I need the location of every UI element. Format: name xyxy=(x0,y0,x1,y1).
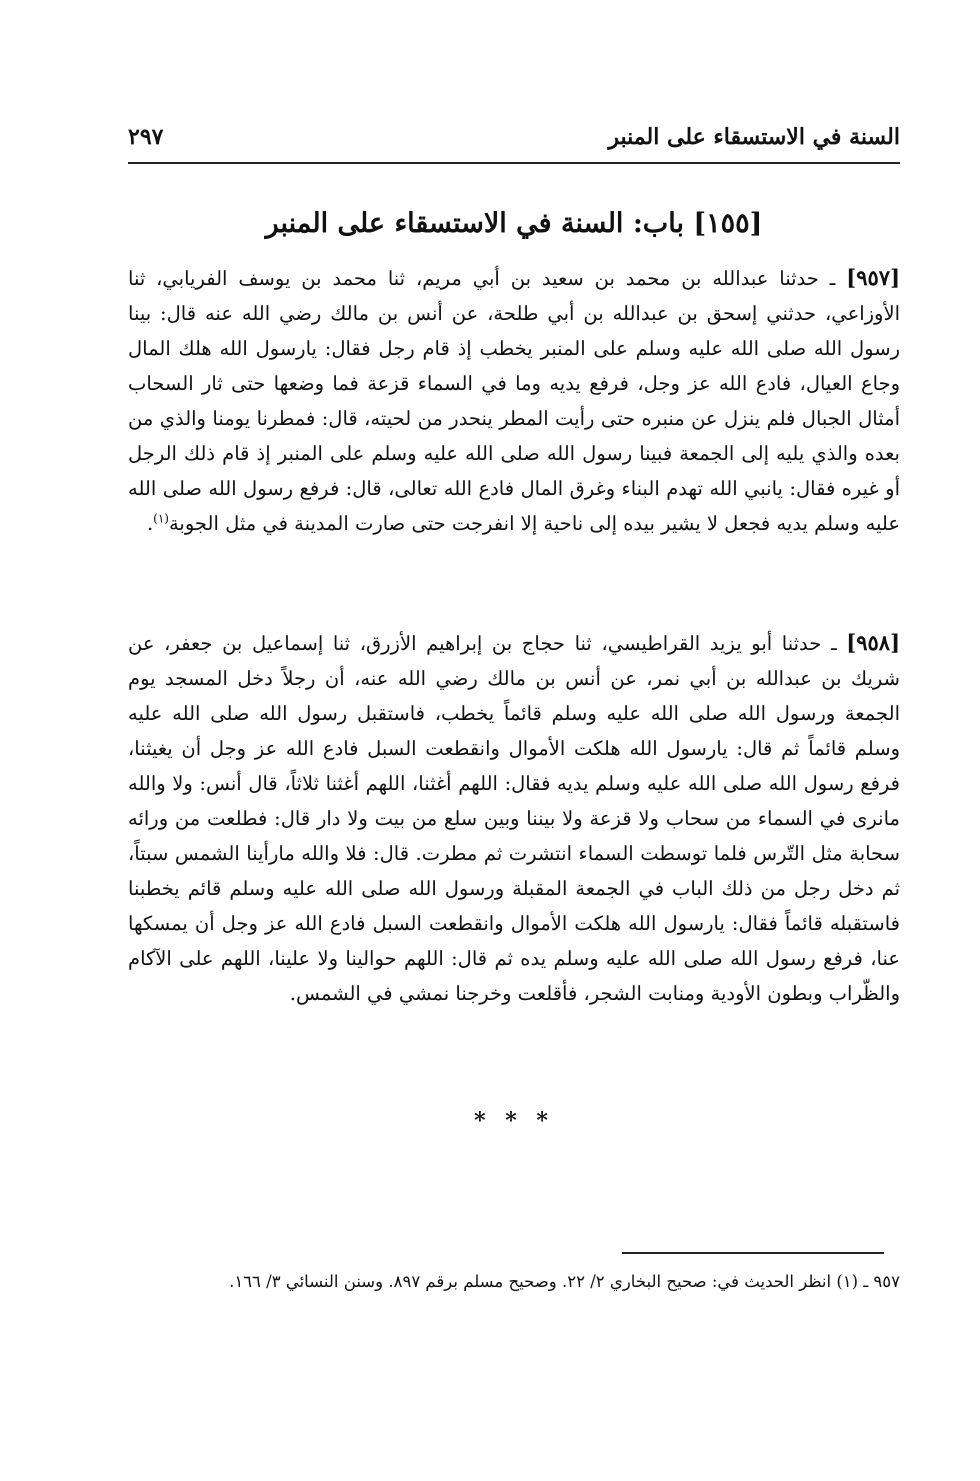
hadith-ending: . xyxy=(146,512,154,535)
hadith-text: ـ حدثنا عبدالله بن محمد بن سعيد بن أبي مريم، ثنا محمد بن يوسف الفريابي، ثنا الأوزاعي، حدثني إسحق بن عبدالله بن أبي طلحة، عن أنس بن مالك رضي الله عنه قال: بينا رسول الله صلى الله عليه وسلم على المنبر يخطب إذ قام رجل فقال: يارسول الله هلك المال وجاع العيال، فادع الله عز وجل، فرفع يديه وما في السماء قزعة فما وضعها حتى ثار السحاب أمثال الجبال فلم ينزل عن منبره حتى رأيت المطر ينحدر من لحيته، قال: فمطرنا يومنا والذي من بعده والذي يليه إلى الجمعة فبينا رسول الله صلى الله عليه وسلم على المنبر إذ قام ذلك الرجل أو غيره فقال: يانبي الله تهدم البناء وغرق المال فادع الله تعالى، قال: فرفع رسول الله صلى الله عليه وسلم يديه فجعل لا يشير بيده إلى ناحية إلا انفرجت حتى صارت المدينة في مثل الجوبة xyxy=(128,267,900,535)
section-separator: * * * xyxy=(474,1108,554,1134)
header-rule xyxy=(128,162,900,164)
hadith-paragraph-957 xyxy=(128,260,900,541)
footnote-reference: (١) xyxy=(153,511,169,526)
running-title: السنة في الاستسقاء على المنبر xyxy=(608,124,900,150)
footnote: ٩٥٧ ـ (١) انظر الحديث في: صحيح البخاري ٢/ ٢٢. وصحيح مسلم برقم ٨٩٧. وسنن النسائي ٣/ ١٦٦. xyxy=(229,1272,900,1291)
hadith-paragraph-958 xyxy=(128,625,900,1011)
chapter-title: [١٥٥] باب: السنة في الاستسقاء على المنبر xyxy=(265,208,763,239)
hadith-number: [٩٥٨] xyxy=(846,630,900,655)
page-header xyxy=(128,120,900,160)
page-number: ٢٩٧ xyxy=(128,124,164,150)
hadith-text: ـ حدثنا أبو يزيد القراطيسي، ثنا حجاج بن إبراهيم الأزرق، ثنا إسماعيل بن جعفر، عن شريك بن عبدالله بن أبي نمر، عن أنس بن مالك رضي الله عنه، أن رجلاً دخل المسجد يوم الجمعة ورسول الله صلى الله عليه وسلم قائماً يخطب، فاستقبل رسول الله صلى الله عليه وسلم قائماً ثم قال: يارسول الله هلكت الأموال وانقطعت السبل فادع الله عز وجل أن يغيثنا، فرفع رسول الله صلى الله عليه وسلم يديه فقال: اللهم أغثنا، اللهم أغثنا ثلاثاً، قال أنس: ولا والله مانرى في السماء من سحاب ولا قزعة ولا بيننا وبين سلع من بيت ولا دار قال: فطلعت من ورائه سحابة مثل التّرس فلما توسطت السماء انتشرت ثم مطرت. قال: فلا والله مارأينا الشمس سبتاً، ثم دخل رجل من ذلك الباب في الجمعة المقبلة ورسول الله صلى الله عليه وسلم قائم يخطبنا فاستقبله قائماً فقال: يارسول الله هلكت الأموال وانقطعت السبل فادع الله عز وجل أن يمسكها عنا، فرفع رسول الله صلى الله عليه وسلم يده ثم قال: اللهم حوالينا ولا علينا، اللهم على الآكام والظّراب وبطون الأودية ومنابت الشجر، فأقلعت وخرجنا نمشي في الشمس. xyxy=(128,632,900,1005)
footnote-rule xyxy=(622,1252,884,1254)
hadith-number: [٩٥٧] xyxy=(846,265,900,290)
